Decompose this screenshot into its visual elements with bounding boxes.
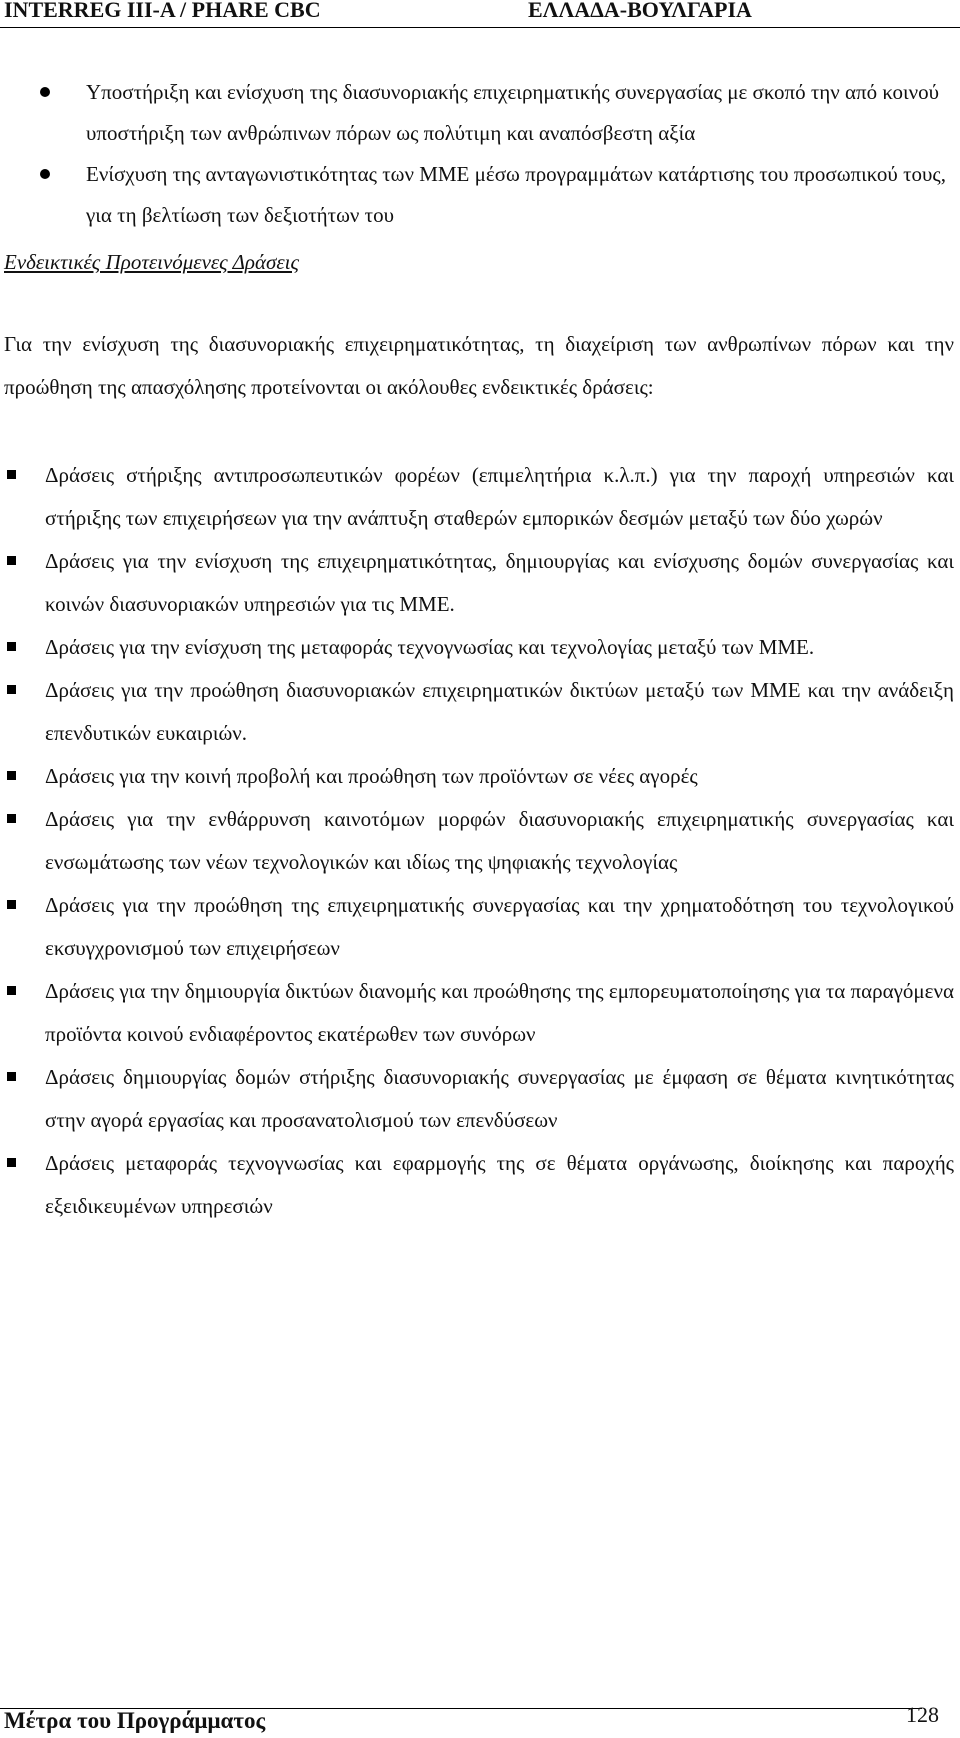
page-content (4, 72, 954, 1228)
bullet-dot-icon (40, 87, 50, 97)
list-item (4, 1056, 954, 1142)
bullet-square-icon (7, 814, 16, 823)
list-item (4, 1142, 954, 1228)
intro-paragraph: Για την ενίσχυση της διασυνοριακής επιχειρηματικότητας, τη διαχείριση των ανθρωπίνων πόρων και την προώθηση της απασχόλησης προτείνονται οι ακόλουθες ενδεικτικές δράσεις: (4, 332, 954, 399)
header-program-title: INTERREG III-A / PHARE CBC (4, 0, 321, 22)
page-footer (0, 1696, 960, 1738)
list-item (4, 454, 954, 540)
header-divider (0, 27, 960, 28)
list-item (4, 540, 954, 626)
objectives-list (4, 72, 954, 236)
list-item (4, 798, 954, 884)
bullet-square-icon (7, 771, 16, 780)
header-region-title: ΕΛΛΑΔΑ-ΒΟΥΛΓΑΡΙΑ (528, 0, 752, 22)
section-subheading: Ενδεικτικές Προτεινόμενες Δράσεις (4, 250, 299, 274)
list-item (4, 755, 954, 798)
action-text: Δράσεις για την κοινή προβολή και προώθηση των προϊόντων σε νέες αγορές (45, 764, 698, 788)
list-item (4, 970, 954, 1056)
bullet-square-icon (7, 685, 16, 694)
action-text: Δράσεις για την προώθηση διασυνοριακών επιχειρηματικών δικτύων μεταξύ των ΜΜΕ και την ανάδειξη επενδυτικών ευκαιριών. (45, 678, 954, 745)
action-text: Δράσεις για την δημιουργία δικτύων διανομής και προώθησης της εμπορευματοποίησης για τα παραγόμενα προϊόντα κοινού ενδιαφέροντος εκατέρωθεν των συνόρων (45, 979, 954, 1046)
action-text: Δράσεις για την ενίσχυση της επιχειρηματικότητας, δημιουργίας και ενίσχυσης δομών συνεργασίας και κοινών διασυνοριακών υπηρεσιών για τις ΜΜΕ. (45, 549, 954, 616)
page-number: 128 (906, 1702, 939, 1727)
bullet-square-icon (7, 470, 16, 479)
action-text: Δράσεις για την ενθάρρυνση καινοτόμων μορφών διασυνοριακής επιχειρηματικής συνεργασίας και ενσωμάτωσης των νέων τεχνολογικών και ιδίως της ψηφιακής τεχνολογίας (45, 807, 954, 874)
bullet-square-icon (7, 1158, 16, 1167)
bullet-square-icon (7, 986, 16, 995)
list-item (4, 72, 954, 154)
list-item (4, 626, 954, 669)
action-text: Δράσεις για την ενίσχυση της μεταφοράς τεχνογνωσίας και τεχνολογίας μεταξύ των ΜΜΕ. (45, 635, 815, 659)
bullet-square-icon (7, 1072, 16, 1081)
footer-section-title: Μέτρα του Προγράμματος (4, 1708, 266, 1733)
list-item (4, 669, 954, 755)
bullet-square-icon (7, 900, 16, 909)
objective-text: Υποστήριξη και ενίσχυση της διασυνοριακής επιχειρηματικής συνεργασίας με σκοπό την από κοινού υποστήριξη των ανθρώπινων πόρων ως πολύτιμη και αναπόσβεστη αξία (86, 80, 940, 145)
bullet-square-icon (7, 556, 16, 565)
action-text: Δράσεις στήριξης αντιπροσωπευτικών φορέων (επιμελητήρια κ.λ.π.) για την παροχή υπηρεσιών και στήριξης των επιχειρήσεων για την ανάπτυξη σταθερών εμπορικών δεσμών μεταξύ των δύο χωρών (45, 463, 954, 530)
objective-text: Ενίσχυση της ανταγωνιστικότητας των ΜΜΕ μέσω προγραμμάτων κατάρτισης του προσωπικού τους, για τη βελτίωση των δεξιοτήτων του (86, 162, 946, 227)
action-text: Δράσεις δημιουργίας δομών στήριξης διασυνοριακής συνεργασίας με έμφαση σε θέματα κινητικότητας στην αγορά εργασίας και προσανατολισμού των επενδύσεων (45, 1065, 954, 1132)
action-text: Δράσεις για την προώθηση της επιχειρηματικής συνεργασίας και την χρηματοδότηση του τεχνολογικού εκσυγχρονισμού των επιχειρήσεων (45, 893, 954, 960)
bullet-dot-icon (40, 169, 50, 179)
action-text: Δράσεις μεταφοράς τεχνογνωσίας και εφαρμογής της σε θέματα οργάνωσης, διοίκησης και παροχής εξειδικευμένων υπηρεσιών (45, 1151, 954, 1218)
list-item (4, 154, 954, 236)
bullet-square-icon (7, 642, 16, 651)
page-header (0, 0, 960, 30)
list-item (4, 884, 954, 970)
actions-list (4, 454, 954, 1228)
